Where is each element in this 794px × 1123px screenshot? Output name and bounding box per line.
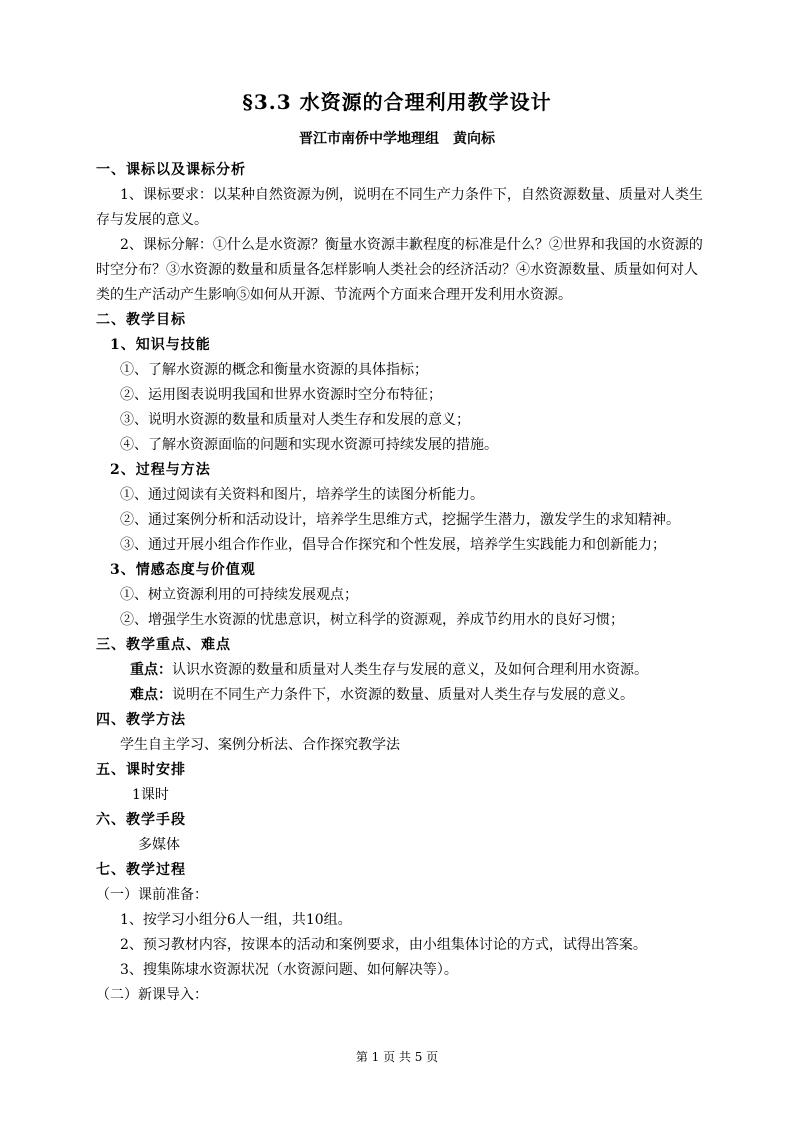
standard-breakdown-line-3: 类的生产活动产生影响⑤如何从开源、节流两个方面来合理开发利用水资源。 (96, 287, 572, 303)
key-point-line (130, 660, 648, 680)
section-2-heading: 二、教学目标 (96, 312, 186, 328)
standard-requirement-line-1: 1、课标要求：以某种自然资源为例，说明在不同生产力条件下，自然资源数量、质量对人类生 (120, 187, 703, 203)
knowledge-item-2: ②、运用图表说明我国和世界水资源时空分布特征； (120, 387, 442, 403)
process-methods-heading: 2、过程与方法 (110, 462, 211, 478)
document-title: §3.3 水资源的合理利用教学设计 (242, 90, 552, 114)
standard-breakdown-line-1: 2、课标分解：①什么是水资源？衡量水资源丰歉程度的标准是什么？②世界和我国的水资源的 (120, 237, 703, 253)
attitude-values-heading: 3、情感态度与价值观 (110, 562, 256, 578)
standard-requirement-line-2: 存与发展的意义。 (96, 212, 208, 228)
difficult-point-line (130, 685, 634, 705)
section-6-heading: 六、教学手段 (96, 812, 186, 828)
author-line: 晋江市南侨中学地理组 黄向标 (299, 131, 495, 147)
teaching-means-text: 多媒体 (138, 837, 180, 853)
page-footer: 第 1 页 共 5 页 (355, 1050, 439, 1064)
preparation-item-3: 3、搜集陈埭水资源状况（水资源问题、如何解决等）。 (120, 962, 458, 978)
preparation-item-2: 2、预习教材内容，按课本的活动和案例要求，由小组集体讨论的方式，试得出答案。 (120, 937, 647, 953)
knowledge-item-3: ③、说明水资源的数量和质量对人类生存和发展的意义； (120, 412, 470, 428)
knowledge-item-4: ④、了解水资源面临的问题和实现水资源可持续发展的措施。 (120, 437, 498, 453)
class-hours-text: 1课时 (132, 787, 169, 803)
preparation-item-1: 1、按学习小组分6人一组，共10组。 (120, 912, 352, 928)
key-point-text: 认识水资源的数量和质量对人类生存与发展的意义，及如何合理利用水资源。 (172, 662, 648, 678)
attitude-item-1: ①、树立资源利用的可持续发展观点； (120, 587, 358, 603)
section-4-heading: 四、教学方法 (96, 712, 186, 728)
section-7-heading: 七、教学过程 (96, 862, 186, 878)
process-item-3: ③、通过开展小组合作作业，倡导合作探究和个性发展，培养学生实践能力和创新能力； (120, 537, 666, 553)
section-3-heading: 三、教学重点、难点 (96, 637, 231, 653)
knowledge-item-1: ①、了解水资源的概念和衡量水资源的具体指标； (120, 362, 428, 378)
pre-class-preparation-heading: （一）课前准备： (96, 887, 208, 903)
key-point-label: 重点： (130, 662, 172, 678)
teaching-methods-text: 学生自主学习、案例分析法、合作探究教学法 (120, 737, 400, 753)
process-item-2: ②、通过案例分析和活动设计，培养学生思维方式，挖掘学生潜力，激发学生的求知精神。 (120, 512, 680, 528)
knowledge-skills-heading: 1、知识与技能 (110, 337, 211, 353)
difficult-point-label: 难点： (130, 687, 172, 703)
difficult-point-text: 说明在不同生产力条件下，水资源的数量、质量对人类生存与发展的意义。 (172, 687, 634, 703)
lesson-introduction-heading: （二）新课导入： (96, 987, 208, 1003)
attitude-item-2: ②、增强学生水资源的忧患意识，树立科学的资源观，养成节约用水的良好习惯； (120, 612, 624, 628)
section-5-heading: 五、课时安排 (96, 762, 186, 778)
standard-breakdown-line-2: 时空分布？③水资源的数量和质量各怎样影响人类社会的经济活动？④水资源数量、质量如何对人 (96, 262, 698, 278)
section-1-heading: 一、课标以及课标分析 (96, 162, 246, 178)
process-item-1: ①、通过阅读有关资料和图片，培养学生的读图分析能力。 (120, 487, 484, 503)
